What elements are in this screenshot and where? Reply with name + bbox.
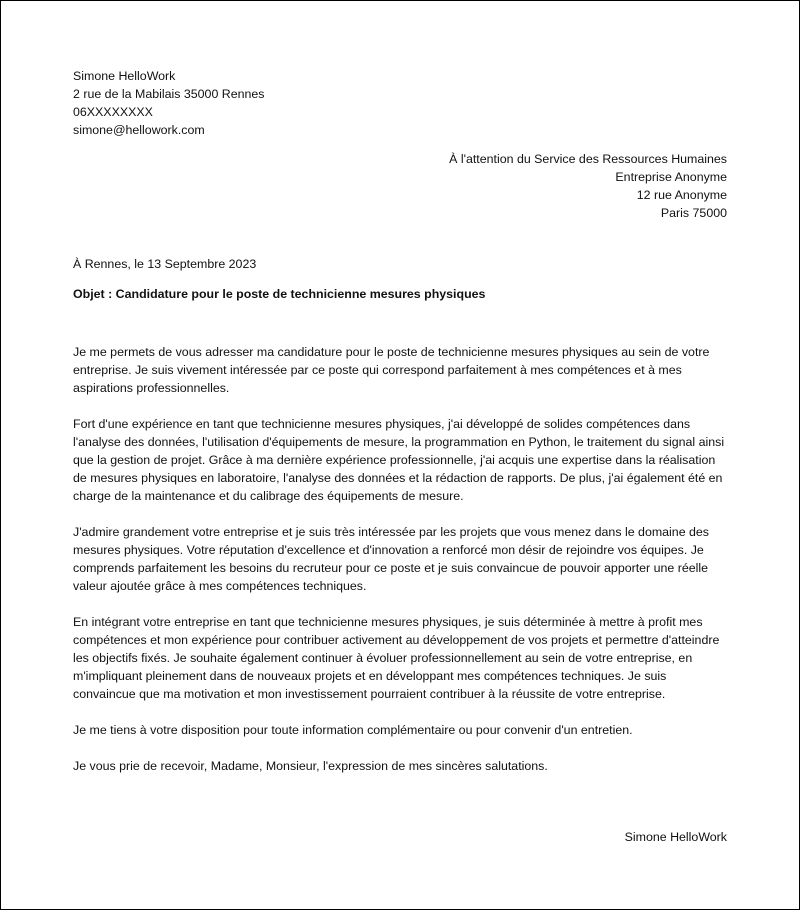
recipient-city: Paris 75000	[660, 206, 727, 220]
body-paragraph: J'admire grandement votre entreprise et je suis très intéressée par les projets que vous menez dans le domaine des mesures physiques. Votre réputation d'excellence et d'innovation a renforcé mon désir de rejoindre vos équipes. Je comprends parfaitement les besoins du recruteur pour ce poste et je suis convaincue de pouvoir apporter une réelle valeur ajoutée grâce à mes compétences techniques.	[73, 525, 710, 593]
closing-paragraph: Je vous prie de recevoir, Madame, Monsieur, l'expression de mes sincères salutations.	[73, 759, 548, 773]
letter-body	[73, 343, 729, 793]
body-paragraph: En intégrant votre entreprise en tant que technicienne mesures physiques, je suis déterminée à mettre à profit mes compétences et mon expérience pour contribuer activement au développement de vos projets et permettre d'atteindre les objectifs fixés. Je souhaite également continuer à évoluer professionnellement au sein de votre entreprise, en m'impliquant pleinement dans de nouveaux projets et en développant mes compétences techniques. Je suis convaincue que ma motivation et mon investissement pourraient contribuer à la réussite de votre entreprise.	[73, 615, 720, 701]
recipient-attention: À l'attention du Service des Ressources Humaines	[449, 152, 727, 166]
recipient-company: Entreprise Anonyme	[615, 170, 727, 184]
letter-date: À Rennes, le 13 Septembre 2023	[73, 257, 257, 271]
recipient-block	[449, 150, 727, 222]
letter-subject: Objet : Candidature pour le poste de technicienne mesures physiques	[73, 287, 486, 301]
sender-name: Simone HelloWork	[73, 69, 176, 83]
body-paragraph: Je me permets de vous adresser ma candidature pour le poste de technicienne mesures physiques au sein de votre entreprise. Je suis vivement intéressée par ce poste qui correspond parfaitement à mes compétences et à mes aspirations professionnelles.	[73, 345, 710, 395]
recipient-street: 12 rue Anonyme	[636, 188, 727, 202]
body-paragraph: Je me tiens à votre disposition pour toute information complémentaire ou pour convenir d'un entretien.	[73, 723, 633, 737]
sender-block	[73, 67, 265, 139]
sender-email: simone@hellowork.com	[73, 123, 205, 137]
sender-phone: 06XXXXXXXX	[73, 105, 153, 119]
body-paragraph: Fort d'une expérience en tant que technicienne mesures physiques, j'ai développé de solides compétences dans l'analyse des données, l'utilisation d'équipements de mesure, la programmation en Python, le traitement du signal ainsi que la gestion de projet. Grâce à ma dernière expérience professionnelle, j'ai acquis une expertise dans la réalisation de mesures physiques en laboratoire, l'analyse des données et la rédaction de rapports. De plus, j'ai également été en charge de la maintenance et du calibrage des équipements de mesure.	[73, 417, 725, 503]
sender-address: 2 rue de la Mabilais 35000 Rennes	[73, 87, 265, 101]
signature: Simone HelloWork	[624, 830, 727, 844]
